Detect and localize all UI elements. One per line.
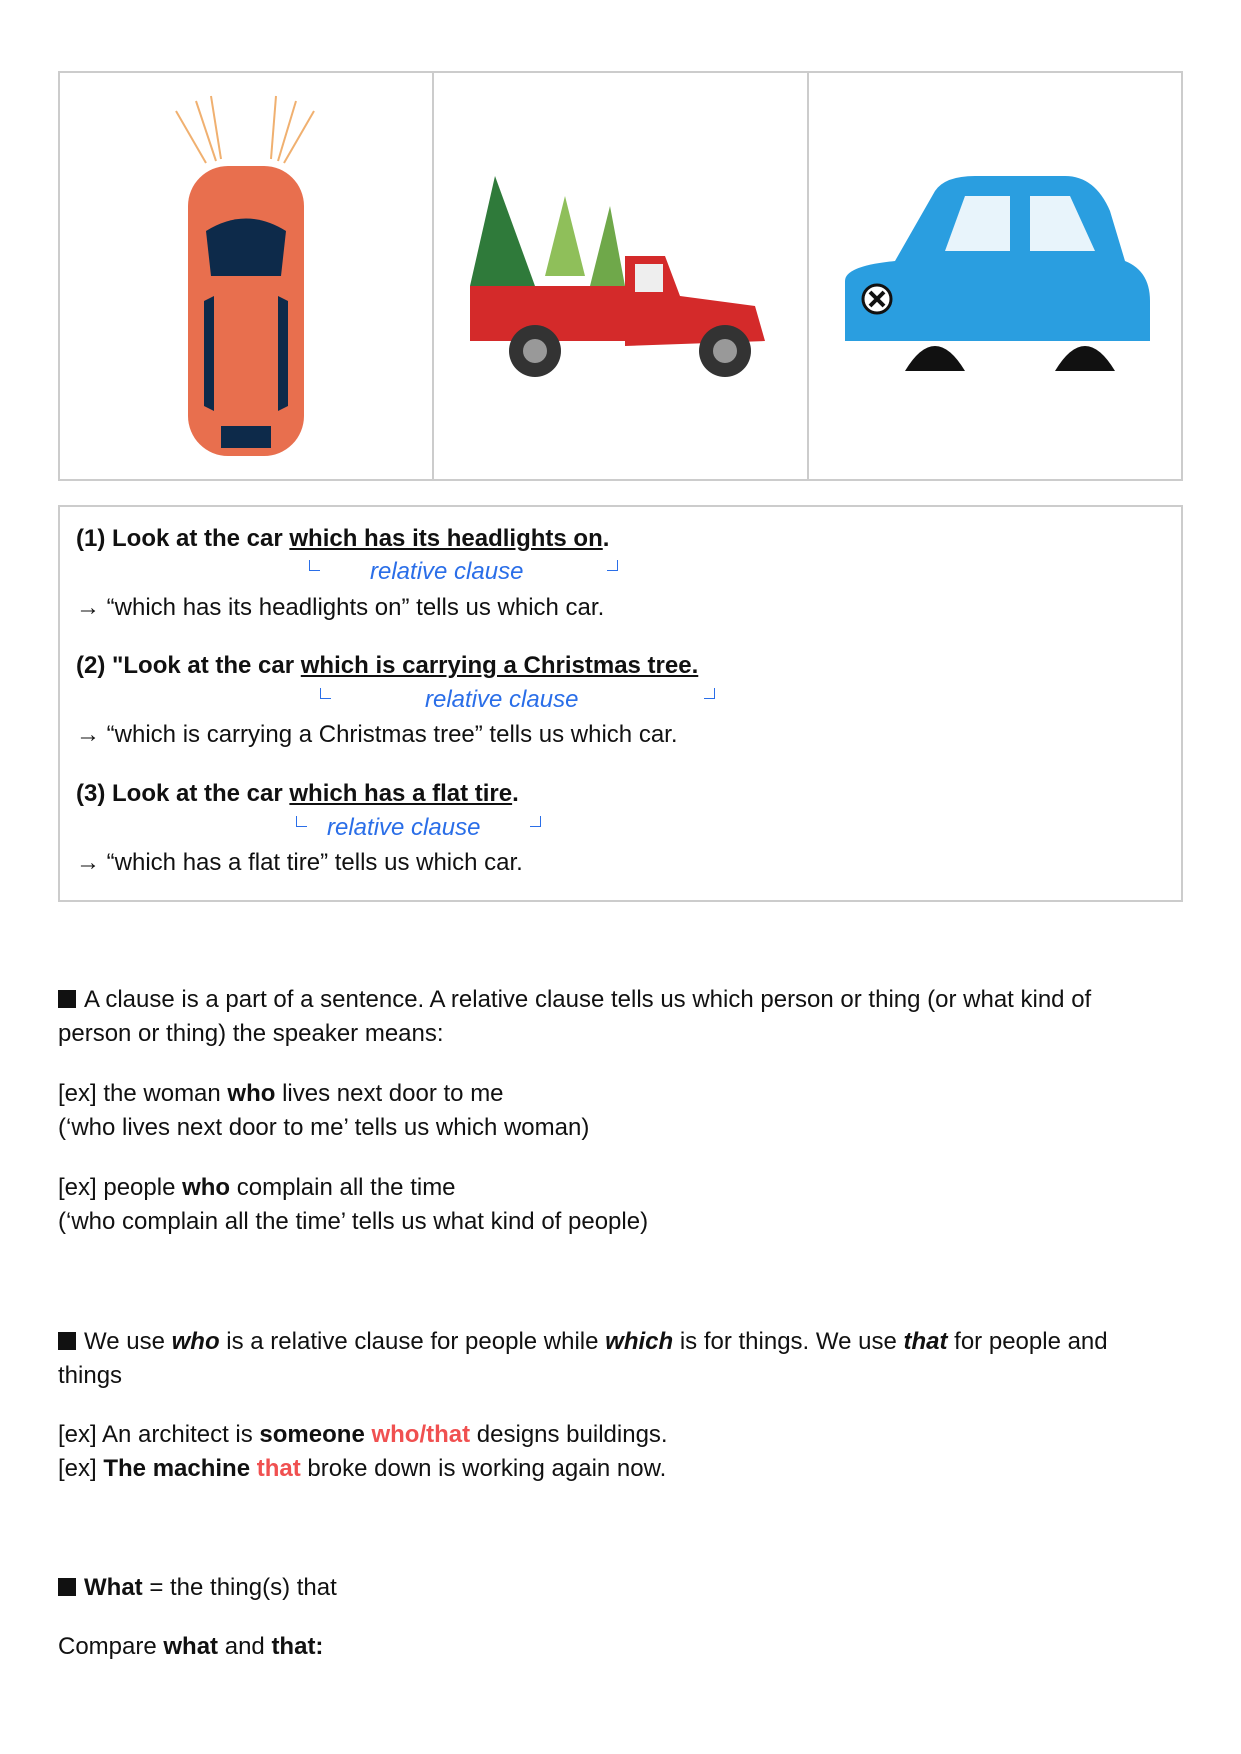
image-row	[58, 71, 1183, 481]
bracket-right	[530, 816, 541, 827]
example-2-explanation: → “which is carrying a Christmas tree” tells us which car.	[76, 721, 678, 748]
bullet-square-icon	[58, 1332, 76, 1350]
image-cell	[809, 73, 1181, 479]
examples-box	[58, 505, 1183, 902]
bracket-left	[320, 688, 331, 699]
compare-heading: Compare what and that:	[58, 1633, 324, 1660]
relative-clause-label: relative clause	[425, 686, 579, 713]
image-cell	[60, 73, 434, 479]
what-definition: What = the thing(s) that	[58, 1571, 1158, 1605]
example-woman: [ex] the woman who lives next door to me (‘who lives next door to me’ tells us which woman)	[58, 1080, 590, 1141]
example-3-sentence: (3) Look at the car which has a flat tire.	[76, 780, 519, 807]
blue-car-flat-tire-icon	[835, 171, 1155, 381]
image-cell	[434, 73, 808, 479]
bracket-left	[296, 816, 307, 827]
clause-definition: A clause is a part of a sentence. A relative clause tells us which person or thing (or what kind of person or thing) the speaker means:	[58, 986, 1092, 1047]
bracket-right	[704, 688, 715, 699]
relative-clause-label: relative clause	[327, 814, 481, 841]
bracket-left	[309, 560, 320, 571]
example-people: [ex] people who complain all the time (‘who complain all the time’ tells us what kind of people)	[58, 1174, 649, 1235]
bullet-square-icon	[58, 1578, 76, 1596]
example-3-explanation: → “which has a flat tire” tells us which car.	[76, 849, 523, 876]
relative-clause-label: relative clause	[370, 558, 524, 585]
example-2-sentence: (2) "Look at the car which is carrying a Christmas tree.	[76, 652, 699, 679]
example-architect: [ex] An architect is someone who/that designs buildings.	[58, 1421, 668, 1448]
example-1-sentence: (1) Look at the car which has its headlights on.	[76, 525, 610, 552]
red-truck-icon	[465, 166, 775, 386]
example-machine: [ex] The machine that broke down is working again now.	[58, 1455, 667, 1482]
example-1-explanation: → “which has its headlights on” tells us which car.	[76, 594, 605, 621]
bullet-square-icon	[58, 990, 76, 1008]
who-which-that-rule: We use who is a relative clause for people while which is for things. We use that for people and things	[58, 1328, 1108, 1389]
bracket-right	[607, 560, 618, 571]
orange-car-icon	[156, 91, 336, 461]
